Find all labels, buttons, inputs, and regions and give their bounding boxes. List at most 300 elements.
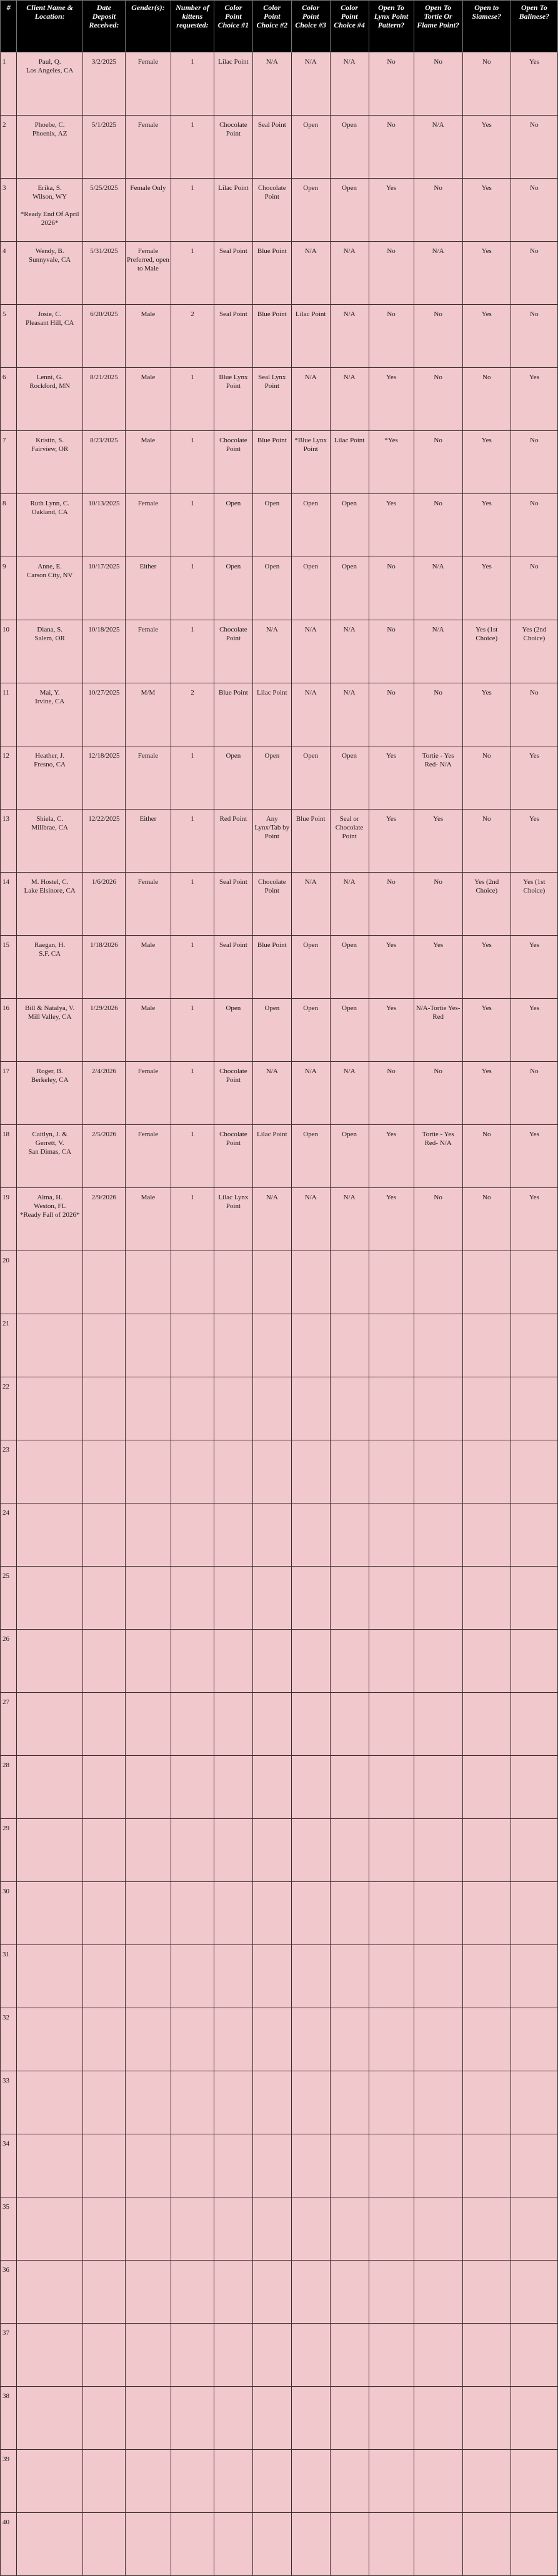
cell-color3: N/A [291, 368, 330, 431]
cell-color2: N/A [252, 52, 291, 116]
cell-siamese [462, 1882, 511, 1945]
table-row [1, 1756, 558, 1819]
cell-num: 26 [1, 1630, 17, 1693]
cell-tortie: No [414, 494, 462, 557]
cell-kittens: 1 [171, 1062, 214, 1125]
cell-color4: Lilac Point [330, 431, 369, 494]
cell-num: 3 [1, 179, 17, 242]
cell-tortie [414, 2261, 462, 2324]
table-row [1, 999, 558, 1062]
cell-lynx [369, 1314, 414, 1377]
cell-tortie: No [414, 431, 462, 494]
cell-color4 [330, 1945, 369, 2008]
cell-kittens [171, 1314, 214, 1377]
cell-color1 [214, 1756, 252, 1819]
cell-lynx [369, 1251, 414, 1314]
cell-siamese [462, 1251, 511, 1314]
table-row [1, 52, 558, 116]
cell-num: 30 [1, 1882, 17, 1945]
cell-color4: N/A [330, 368, 369, 431]
cell-tortie: N/A-Tortie Yes- Red [414, 999, 462, 1062]
cell-num: 8 [1, 494, 17, 557]
cell-date: 2/9/2026 [82, 1188, 125, 1251]
cell-lynx [369, 1756, 414, 1819]
cell-color4: N/A [330, 305, 369, 368]
cell-balinese: No [511, 494, 557, 557]
cell-color1: Red Point [214, 810, 252, 873]
cell-lynx [369, 2324, 414, 2387]
cell-num: 17 [1, 1062, 17, 1125]
table-row [1, 1377, 558, 1440]
cell-date: 1/29/2026 [82, 999, 125, 1062]
cell-tortie: No [414, 52, 462, 116]
header-siamese: Open to Siamese? [462, 1, 511, 52]
cell-color3: Open [291, 746, 330, 810]
cell-num: 35 [1, 2197, 17, 2261]
cell-kittens: 1 [171, 999, 214, 1062]
cell-num: 16 [1, 999, 17, 1062]
cell-color2: Open [252, 494, 291, 557]
cell-color1 [214, 1251, 252, 1314]
cell-color2 [252, 1693, 291, 1756]
cell-kittens [171, 1567, 214, 1630]
cell-color2 [252, 1251, 291, 1314]
cell-date [82, 2513, 125, 2576]
cell-siamese: Yes [462, 305, 511, 368]
cell-num: 2 [1, 116, 17, 179]
cell-color3 [291, 1819, 330, 1882]
cell-color1 [214, 1440, 252, 1503]
cell-balinese: No [511, 683, 557, 746]
cell-num: 32 [1, 2008, 17, 2071]
cell-color1: Chocolate Point [214, 116, 252, 179]
cell-date [82, 2324, 125, 2387]
cell-color4 [330, 1567, 369, 1630]
cell-lynx: Yes [369, 494, 414, 557]
table-row [1, 557, 558, 620]
header-tortie: Open To Tortie Or Flame Point? [414, 1, 462, 52]
cell-num: 6 [1, 368, 17, 431]
cell-tortie: N/A [414, 242, 462, 305]
cell-gender [125, 1440, 171, 1503]
cell-num: 25 [1, 1567, 17, 1630]
cell-color1 [214, 1819, 252, 1882]
cell-color3 [291, 1882, 330, 1945]
cell-balinese [511, 2387, 557, 2450]
cell-date [82, 1377, 125, 1440]
cell-client: M. Hostel, C. Lake Elsinore, CA [17, 873, 83, 936]
cell-color1: Chocolate Point [214, 1125, 252, 1188]
cell-color1: Seal Point [214, 873, 252, 936]
header-client: Client Name & Location: [17, 1, 83, 52]
table-row [1, 431, 558, 494]
cell-balinese [511, 2261, 557, 2324]
cell-color1: Lilac Lynx Point [214, 1188, 252, 1251]
cell-balinese [511, 1503, 557, 1567]
cell-color1 [214, 2197, 252, 2261]
cell-color2: N/A [252, 620, 291, 683]
cell-tortie [414, 1945, 462, 2008]
cell-color1 [214, 2008, 252, 2071]
cell-date: 6/20/2025 [82, 305, 125, 368]
cell-tortie: N/A [414, 620, 462, 683]
table-row [1, 1125, 558, 1188]
cell-balinese: No [511, 116, 557, 179]
cell-gender: Female [125, 116, 171, 179]
table-row [1, 620, 558, 683]
cell-tortie: Yes [414, 810, 462, 873]
table-row [1, 2324, 558, 2387]
cell-client [17, 2450, 83, 2513]
cell-lynx: No [369, 620, 414, 683]
cell-color3 [291, 1630, 330, 1693]
table-row [1, 810, 558, 873]
cell-num: 5 [1, 305, 17, 368]
cell-tortie: No [414, 873, 462, 936]
table-row [1, 1819, 558, 1882]
cell-color2 [252, 1314, 291, 1377]
cell-gender: Male [125, 431, 171, 494]
cell-gender [125, 1377, 171, 1440]
cell-color1: Blue Lynx Point [214, 368, 252, 431]
cell-date [82, 1819, 125, 1882]
header-color2: Color Point Choice #2 [252, 1, 291, 52]
cell-color1: Blue Point [214, 683, 252, 746]
cell-date: 10/13/2025 [82, 494, 125, 557]
cell-color4 [330, 1377, 369, 1440]
cell-color2 [252, 2387, 291, 2450]
cell-tortie [414, 2387, 462, 2450]
cell-lynx: No [369, 557, 414, 620]
cell-tortie [414, 1630, 462, 1693]
cell-color3 [291, 1440, 330, 1503]
cell-num: 28 [1, 1756, 17, 1819]
cell-tortie: No [414, 179, 462, 242]
cell-color2: Chocolate Point [252, 873, 291, 936]
cell-date [82, 1945, 125, 2008]
cell-tortie: Tortie - Yes Red- N/A [414, 1125, 462, 1188]
cell-color4: N/A [330, 242, 369, 305]
cell-color3: Lilac Point [291, 305, 330, 368]
cell-lynx: Yes [369, 999, 414, 1062]
cell-lynx: No [369, 242, 414, 305]
cell-date: 10/17/2025 [82, 557, 125, 620]
cell-gender: Male [125, 1188, 171, 1251]
table-body [1, 52, 558, 2576]
cell-color4: N/A [330, 1062, 369, 1125]
cell-color4: Open [330, 116, 369, 179]
cell-tortie [414, 1377, 462, 1440]
cell-tortie: No [414, 368, 462, 431]
cell-color1: Chocolate Point [214, 620, 252, 683]
cell-kittens: 1 [171, 1125, 214, 1188]
cell-color2 [252, 1882, 291, 1945]
cell-client: Alma, H. Weston, FL *Ready Fall of 2026* [17, 1188, 83, 1251]
cell-gender: Either [125, 810, 171, 873]
cell-color3 [291, 2071, 330, 2134]
cell-siamese [462, 2071, 511, 2134]
cell-kittens [171, 1819, 214, 1882]
cell-color2 [252, 1756, 291, 1819]
cell-date: 1/18/2026 [82, 936, 125, 999]
cell-color4 [330, 1440, 369, 1503]
cell-gender [125, 1756, 171, 1819]
cell-gender [125, 2324, 171, 2387]
cell-lynx [369, 2071, 414, 2134]
table-row [1, 2197, 558, 2261]
table-row [1, 1945, 558, 2008]
cell-lynx: No [369, 873, 414, 936]
cell-date: 5/1/2025 [82, 116, 125, 179]
cell-color2: Blue Point [252, 305, 291, 368]
cell-color2: N/A [252, 1062, 291, 1125]
cell-client: Raegan, H. S.F. CA [17, 936, 83, 999]
cell-color3 [291, 1756, 330, 1819]
cell-kittens [171, 2008, 214, 2071]
cell-color2 [252, 1630, 291, 1693]
cell-kittens [171, 1630, 214, 1693]
cell-color4 [330, 1630, 369, 1693]
cell-color1 [214, 2513, 252, 2576]
cell-balinese [511, 2071, 557, 2134]
cell-client [17, 2134, 83, 2197]
cell-siamese: Yes [462, 683, 511, 746]
cell-client: Anne, E. Carson City, NV [17, 557, 83, 620]
cell-color3 [291, 2387, 330, 2450]
cell-color4 [330, 2197, 369, 2261]
cell-balinese: No [511, 1062, 557, 1125]
cell-balinese [511, 1630, 557, 1693]
cell-tortie: N/A [414, 557, 462, 620]
cell-gender [125, 1503, 171, 1567]
cell-date [82, 2008, 125, 2071]
cell-siamese [462, 2450, 511, 2513]
cell-kittens [171, 2324, 214, 2387]
cell-color1 [214, 2450, 252, 2513]
cell-balinese [511, 1567, 557, 1630]
cell-color3: Open [291, 1125, 330, 1188]
cell-color3: Open [291, 999, 330, 1062]
cell-siamese: Yes [462, 116, 511, 179]
table-row [1, 1693, 558, 1756]
cell-siamese: No [462, 810, 511, 873]
cell-balinese [511, 1945, 557, 2008]
cell-gender [125, 2387, 171, 2450]
cell-tortie [414, 1819, 462, 1882]
cell-color2: Lilac Point [252, 1125, 291, 1188]
cell-tortie: N/A [414, 116, 462, 179]
cell-num: 23 [1, 1440, 17, 1503]
cell-color4 [330, 1882, 369, 1945]
cell-siamese [462, 2513, 511, 2576]
cell-date [82, 2387, 125, 2450]
cell-num: 31 [1, 1945, 17, 2008]
cell-date [82, 2197, 125, 2261]
header-lynx: Open To Lynx Point Pattern? [369, 1, 414, 52]
cell-siamese [462, 2134, 511, 2197]
cell-siamese: Yes [462, 179, 511, 242]
table-row [1, 494, 558, 557]
cell-color4: N/A [330, 683, 369, 746]
cell-gender: M/M [125, 683, 171, 746]
cell-client [17, 2324, 83, 2387]
cell-color3 [291, 2324, 330, 2387]
table-row [1, 1314, 558, 1377]
cell-gender: Male [125, 368, 171, 431]
cell-color3: N/A [291, 242, 330, 305]
cell-gender: Female [125, 1125, 171, 1188]
cell-siamese [462, 1440, 511, 1503]
cell-lynx: Yes [369, 179, 414, 242]
cell-color4 [330, 2071, 369, 2134]
cell-gender: Female [125, 746, 171, 810]
cell-balinese [511, 1377, 557, 1440]
cell-client [17, 1882, 83, 1945]
cell-tortie [414, 2008, 462, 2071]
cell-client: Heather, J. Fresno, CA [17, 746, 83, 810]
cell-color1 [214, 2071, 252, 2134]
cell-client [17, 1440, 83, 1503]
cell-color1: Seal Point [214, 242, 252, 305]
cell-lynx: No [369, 52, 414, 116]
cell-client [17, 1567, 83, 1630]
cell-kittens [171, 1440, 214, 1503]
cell-client: Diana, S. Salem, OR [17, 620, 83, 683]
cell-color2: Open [252, 746, 291, 810]
cell-siamese [462, 2387, 511, 2450]
cell-color1: Seal Point [214, 936, 252, 999]
cell-kittens: 1 [171, 557, 214, 620]
cell-color4 [330, 2450, 369, 2513]
cell-color3: *Blue Lynx Point [291, 431, 330, 494]
cell-kittens [171, 2450, 214, 2513]
cell-lynx [369, 1440, 414, 1503]
cell-kittens: 1 [171, 620, 214, 683]
cell-color2 [252, 1503, 291, 1567]
cell-color1: Chocolate Point [214, 1062, 252, 1125]
cell-color1 [214, 1314, 252, 1377]
cell-color3: Blue Point [291, 810, 330, 873]
cell-color1 [214, 1693, 252, 1756]
cell-gender [125, 2071, 171, 2134]
cell-color1 [214, 1882, 252, 1945]
cell-siamese: Yes (1st Choice) [462, 620, 511, 683]
cell-gender [125, 1819, 171, 1882]
cell-kittens: 1 [171, 494, 214, 557]
cell-num: 39 [1, 2450, 17, 2513]
cell-tortie: No [414, 305, 462, 368]
cell-siamese: No [462, 52, 511, 116]
cell-date: 3/2/2025 [82, 52, 125, 116]
cell-color3 [291, 2513, 330, 2576]
cell-siamese: Yes [462, 242, 511, 305]
cell-color1: Lilac Point [214, 179, 252, 242]
table-row [1, 1630, 558, 1693]
cell-balinese [511, 1440, 557, 1503]
cell-date: 5/31/2025 [82, 242, 125, 305]
cell-siamese [462, 2261, 511, 2324]
cell-color3 [291, 2261, 330, 2324]
cell-tortie: Yes [414, 936, 462, 999]
cell-lynx: Yes [369, 1188, 414, 1251]
cell-balinese [511, 2134, 557, 2197]
cell-balinese: Yes [511, 746, 557, 810]
cell-color1 [214, 2134, 252, 2197]
cell-color1 [214, 2387, 252, 2450]
cell-num: 11 [1, 683, 17, 746]
table-row [1, 1882, 558, 1945]
cell-client [17, 2197, 83, 2261]
cell-tortie [414, 2134, 462, 2197]
cell-client: Shiela, C. Millbrae, CA [17, 810, 83, 873]
cell-balinese: Yes [511, 1188, 557, 1251]
cell-color1 [214, 2261, 252, 2324]
cell-balinese [511, 1251, 557, 1314]
cell-color1: Open [214, 557, 252, 620]
cell-date [82, 1314, 125, 1377]
table-row [1, 2261, 558, 2324]
cell-gender [125, 2513, 171, 2576]
cell-balinese: No [511, 179, 557, 242]
cell-gender [125, 2008, 171, 2071]
table-row [1, 305, 558, 368]
cell-color3: Open [291, 557, 330, 620]
cell-date: 2/5/2026 [82, 1125, 125, 1188]
cell-color3 [291, 2450, 330, 2513]
cell-num: 21 [1, 1314, 17, 1377]
cell-color2: Lilac Point [252, 683, 291, 746]
cell-date: 2/4/2026 [82, 1062, 125, 1125]
cell-num: 33 [1, 2071, 17, 2134]
cell-kittens [171, 2387, 214, 2450]
cell-siamese: Yes (2nd Choice) [462, 873, 511, 936]
cell-client: Roger, B. Berkeley, CA [17, 1062, 83, 1125]
cell-lynx [369, 1945, 414, 2008]
cell-balinese: No [511, 242, 557, 305]
cell-color4 [330, 2513, 369, 2576]
cell-color2 [252, 2513, 291, 2576]
cell-color2: Blue Point [252, 242, 291, 305]
cell-date [82, 1503, 125, 1567]
cell-date: 10/18/2025 [82, 620, 125, 683]
cell-color4: Open [330, 179, 369, 242]
cell-color3 [291, 2197, 330, 2261]
cell-color4 [330, 1314, 369, 1377]
cell-siamese [462, 2197, 511, 2261]
cell-date [82, 2450, 125, 2513]
cell-tortie [414, 2450, 462, 2513]
cell-gender [125, 1251, 171, 1314]
cell-client [17, 1945, 83, 2008]
cell-tortie [414, 2513, 462, 2576]
cell-color2: Blue Point [252, 936, 291, 999]
cell-num: 36 [1, 2261, 17, 2324]
cell-lynx [369, 2261, 414, 2324]
table-row [1, 2513, 558, 2576]
cell-siamese: Yes [462, 1062, 511, 1125]
cell-balinese [511, 1819, 557, 1882]
cell-color3: N/A [291, 52, 330, 116]
cell-gender [125, 2134, 171, 2197]
cell-client: Bill & Natalya, V. Mill Valley, CA [17, 999, 83, 1062]
cell-kittens: 1 [171, 873, 214, 936]
cell-lynx: No [369, 305, 414, 368]
cell-client: Kristin, S. Fairview, OR [17, 431, 83, 494]
cell-color4 [330, 2387, 369, 2450]
cell-num: 20 [1, 1251, 17, 1314]
cell-tortie [414, 1882, 462, 1945]
cell-num: 38 [1, 2387, 17, 2450]
